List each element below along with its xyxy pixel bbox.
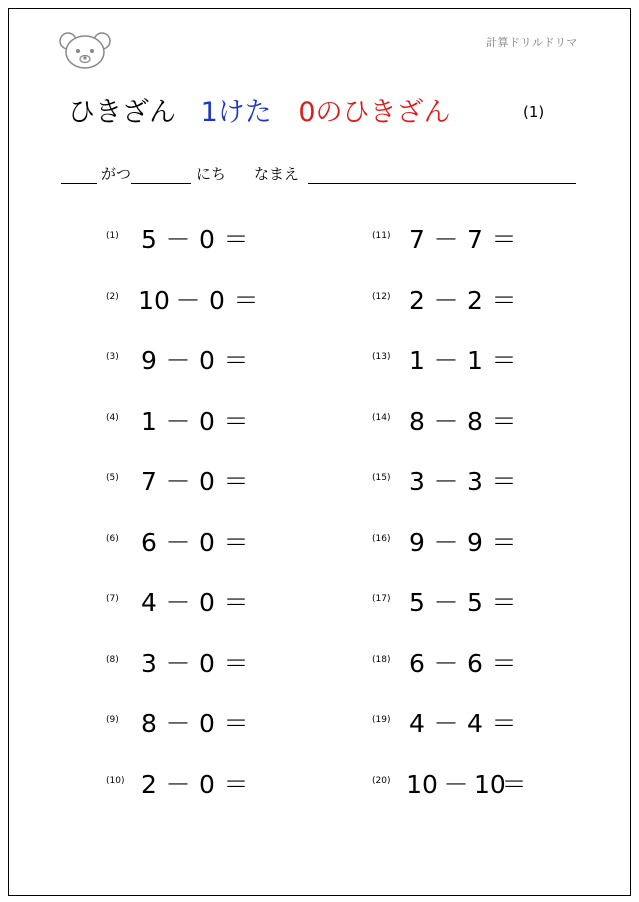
equals-sign: ＝ xyxy=(491,406,517,436)
subtrahend: 2 xyxy=(467,285,483,315)
problem-row xyxy=(0,462,639,496)
title-part1: ひきざん xyxy=(68,97,176,128)
subtrahend: 6 xyxy=(467,648,483,678)
subtrahend: 0 xyxy=(199,467,215,496)
equals-sign: ＝ xyxy=(223,769,249,799)
minuend: 9 xyxy=(409,527,425,557)
minus-sign: － xyxy=(165,467,191,496)
problem-row xyxy=(0,704,639,738)
minus-sign: － xyxy=(165,527,191,557)
problem-number: (4) xyxy=(106,412,119,423)
minuend: 10 xyxy=(406,769,438,799)
bear-face-icon xyxy=(58,30,112,70)
minuend: 5 xyxy=(409,588,425,617)
minus-sign: － xyxy=(165,588,191,617)
problem-number: (12) xyxy=(372,291,391,302)
equals-sign: ＝ xyxy=(491,467,517,496)
equals-sign: ＝ xyxy=(491,225,517,254)
equals-sign: ＝ xyxy=(491,527,517,557)
problem-row xyxy=(0,220,639,254)
subtrahend: 0 xyxy=(199,406,215,436)
subtrahend: 4 xyxy=(467,709,483,738)
minuend: 8 xyxy=(141,709,157,738)
problem-expression xyxy=(406,341,522,377)
minuend: 1 xyxy=(409,346,425,375)
subtrahend: 0 xyxy=(209,285,225,315)
equals-sign: ＝ xyxy=(491,709,517,738)
equals-sign: ＝ xyxy=(223,467,249,496)
minus-sign: － xyxy=(433,467,459,496)
minuend: 2 xyxy=(409,285,425,315)
problem-expression xyxy=(406,523,522,559)
equals-sign: ＝ xyxy=(223,527,249,557)
worksheet-title xyxy=(68,90,451,129)
problem-expression xyxy=(406,281,522,317)
month-field[interactable] xyxy=(61,183,97,184)
problem-row xyxy=(0,341,639,375)
subtrahend: 3 xyxy=(467,467,483,496)
minus-sign: － xyxy=(433,648,459,678)
worksheet-border xyxy=(8,8,631,896)
problem-number: (1) xyxy=(106,231,119,241)
problem-number: (18) xyxy=(372,654,391,665)
problem-number: (19) xyxy=(372,715,391,725)
minuend: 2 xyxy=(141,769,157,799)
equals-sign: ＝ xyxy=(491,346,517,375)
subtrahend: 8 xyxy=(467,406,483,436)
equals-sign: ＝ xyxy=(223,648,249,678)
name-field[interactable] xyxy=(308,183,576,184)
equals-sign: ＝ xyxy=(491,285,517,315)
problem-expression xyxy=(406,765,532,801)
problem-row xyxy=(0,523,639,557)
day-label: にち xyxy=(196,165,227,183)
problem-number: (15) xyxy=(372,473,391,483)
brand-label: 計算ドリルドリマ xyxy=(486,36,578,49)
minus-sign: － xyxy=(165,648,191,678)
subtrahend: 0 xyxy=(199,527,215,557)
title-part2: 1けた xyxy=(200,97,272,128)
subtrahend: 5 xyxy=(467,588,483,617)
minus-sign: － xyxy=(165,346,191,375)
problem-expression xyxy=(406,644,522,680)
equals-sign: ＝ xyxy=(223,225,249,254)
subtrahend: 1 xyxy=(467,346,483,375)
minuend: 6 xyxy=(409,648,425,678)
minuend: 1 xyxy=(141,406,157,436)
problem-row xyxy=(0,644,639,678)
subtrahend: 0 xyxy=(199,648,215,678)
problem-row xyxy=(0,402,639,436)
problem-number: (7) xyxy=(106,594,119,604)
problem-number: (3) xyxy=(106,352,119,362)
subtrahend: 9 xyxy=(467,527,483,557)
minuend: 8 xyxy=(409,406,425,436)
month-label: がつ xyxy=(101,165,132,183)
problem-row xyxy=(0,281,639,315)
subtrahend: 0 xyxy=(199,709,215,738)
minus-sign: － xyxy=(433,225,459,254)
problem-number: (10) xyxy=(106,775,125,786)
problem-expression xyxy=(406,583,522,619)
name-label: なまえ xyxy=(254,165,300,183)
problem-expression xyxy=(406,704,522,740)
minuend: 7 xyxy=(409,225,425,254)
subtrahend: 10 xyxy=(474,769,506,799)
subtrahend: 0 xyxy=(199,225,215,254)
minus-sign: － xyxy=(165,709,191,738)
title-part3: 0のひきざん xyxy=(298,97,451,128)
subtrahend: 0 xyxy=(199,346,215,375)
problem-number: (13) xyxy=(372,352,391,362)
subtrahend: 0 xyxy=(199,769,215,799)
minuend: 7 xyxy=(141,467,157,496)
equals-sign: ＝ xyxy=(223,406,249,436)
minus-sign: － xyxy=(433,709,459,738)
problem-expression xyxy=(406,220,522,256)
problem-number: (17) xyxy=(372,594,391,604)
problem-number: (11) xyxy=(372,231,391,241)
minus-sign: － xyxy=(433,406,459,436)
problem-row xyxy=(0,583,639,617)
minuend: 6 xyxy=(141,527,157,557)
subtrahend: 7 xyxy=(467,225,483,254)
subtrahend: 0 xyxy=(199,588,215,617)
minus-sign: － xyxy=(433,527,459,557)
equals-sign: ＝ xyxy=(233,285,259,315)
problem-number: (20) xyxy=(372,775,391,786)
problem-expression xyxy=(406,402,522,438)
equals-sign: ＝ xyxy=(223,709,249,738)
problem-expression xyxy=(406,462,522,498)
problem-number: (8) xyxy=(106,654,119,665)
equals-sign: ＝ xyxy=(223,346,249,375)
minus-sign: － xyxy=(433,285,459,315)
minuend: 5 xyxy=(141,225,157,254)
problem-row xyxy=(0,765,639,799)
problem-number: (6) xyxy=(106,533,119,544)
problem-number: (14) xyxy=(372,412,391,423)
equals-sign: ＝ xyxy=(491,588,517,617)
minus-sign: － xyxy=(433,346,459,375)
sheet-number: (1) xyxy=(523,103,545,121)
equals-sign: ＝ xyxy=(491,648,517,678)
minus-sign: － xyxy=(165,225,191,254)
minus-sign: － xyxy=(443,769,469,799)
problem-number: (2) xyxy=(106,291,119,302)
problem-number: (5) xyxy=(106,473,119,483)
minus-sign: － xyxy=(165,406,191,436)
equals-sign: ＝ xyxy=(223,588,249,617)
problem-number: (9) xyxy=(106,715,119,725)
minuend: 9 xyxy=(141,346,157,375)
minus-sign: － xyxy=(433,588,459,617)
minuend: 3 xyxy=(409,467,425,496)
minuend: 3 xyxy=(141,648,157,678)
equals-sign: ＝ xyxy=(501,769,527,799)
minuend: 4 xyxy=(141,588,157,617)
minus-sign: － xyxy=(175,285,201,315)
minuend: 10 xyxy=(138,285,170,315)
problem-number: (16) xyxy=(372,533,391,544)
day-field[interactable] xyxy=(131,183,191,184)
minuend: 4 xyxy=(409,709,425,738)
minus-sign: － xyxy=(165,769,191,799)
